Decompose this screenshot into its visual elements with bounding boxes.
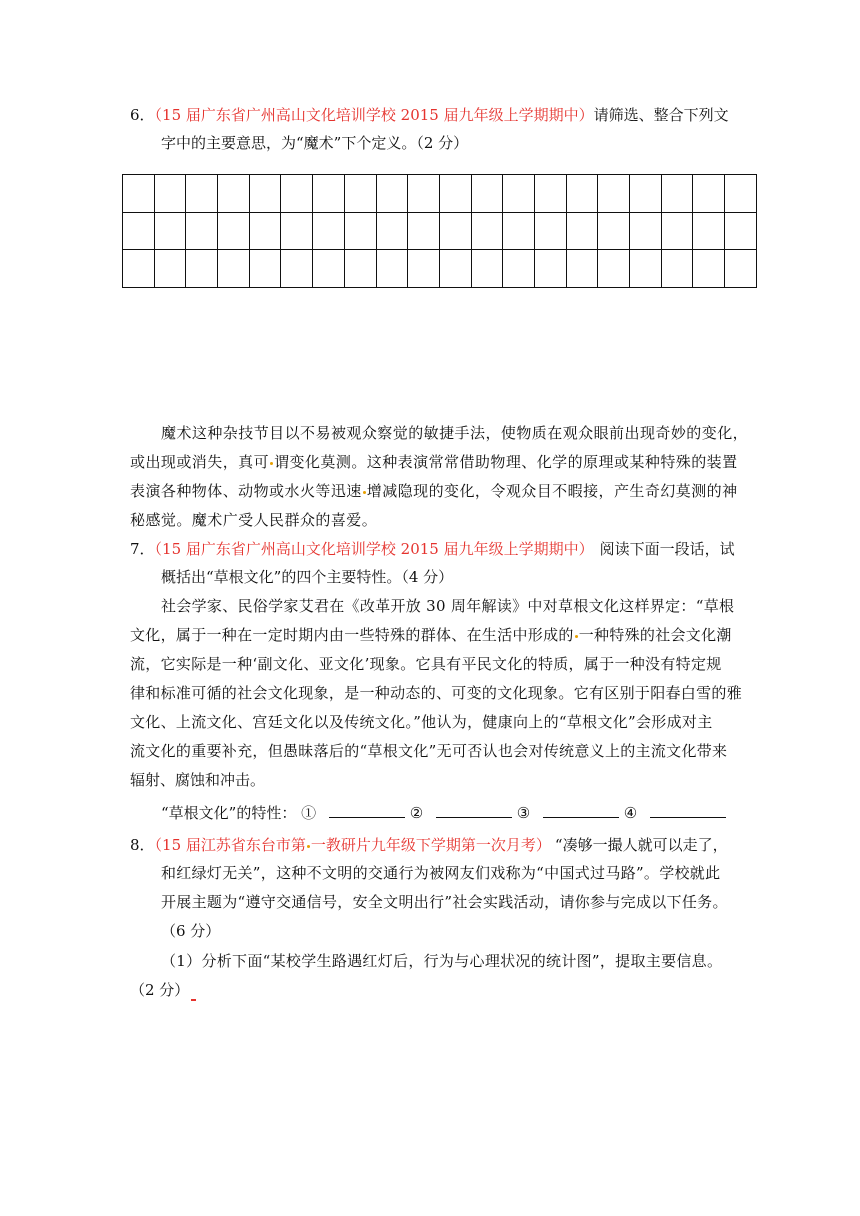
q7-passage-line-7: 辐射、腐蚀和冲击。: [130, 771, 266, 789]
q7-passage-line-3: 流，它实际是一种‘副文化、亚文化’现象。它具有平民文化的特质，属于一种没有特定规: [130, 655, 722, 673]
q8-text-1: “凑够一撮人就可以走了，: [554, 836, 728, 854]
q8-sub1-score-line: [130, 979, 196, 1001]
answer-blank-4[interactable]: [650, 803, 726, 818]
grid-cell[interactable]: [693, 250, 725, 288]
marker-3: ③: [516, 804, 531, 822]
q6-text-2: 字中的主要意思，为“魔术”下个定义。（2 分）: [161, 134, 469, 152]
q8-number: 8．: [130, 836, 155, 854]
q7-passage-line-2: 文化，属于一种在一定时期内由一些特殊的群体、在生活中形成的 一种特殊的社会文化潮: [130, 626, 732, 644]
grid-cell[interactable]: [344, 250, 376, 288]
q8-sub1-score: （2 分）: [130, 981, 190, 999]
grid-cell[interactable]: [598, 175, 630, 213]
q8-sub1: （1）分析下面“某校学生路遇红灯后，行为与心理状况的统计图”，提取主要信息。: [161, 952, 723, 970]
grid-cell[interactable]: [566, 212, 598, 250]
grid-cell[interactable]: [249, 175, 281, 213]
q7-passage-line-4: 律和标准可循的社会文化现象，是一种动态的、可变的文化现象。它有区别于阳春白雪的雅: [130, 684, 743, 702]
grid-cell[interactable]: [281, 250, 313, 288]
grid-cell[interactable]: [186, 250, 218, 288]
q7-text-2: 概括出“草根文化”的四个主要特性。（4 分）: [161, 568, 454, 586]
grid-cell[interactable]: [376, 175, 408, 213]
q8-source-b: 一教研片九年级下学期第一次月考）: [310, 836, 551, 854]
grid-cell[interactable]: [725, 212, 757, 250]
grid-cell[interactable]: [598, 250, 630, 288]
grid-cell[interactable]: [661, 175, 693, 213]
q6-text-1: 请筛选、整合下列文: [593, 106, 729, 124]
grid-cell[interactable]: [376, 250, 408, 288]
marker-2: ②: [409, 804, 424, 822]
grid-cell[interactable]: [123, 175, 155, 213]
q6-passage-line-3: 表演各种物体、动物或水火等迅速 增减隐现的变化，令观众目不暇接，产生奇幻莫测的神: [130, 482, 738, 500]
grid-cell[interactable]: [503, 250, 535, 288]
grid-cell[interactable]: [630, 175, 662, 213]
grid-cell[interactable]: [218, 250, 250, 288]
grid-cell[interactable]: [471, 250, 503, 288]
grid-cell[interactable]: [661, 212, 693, 250]
edit-mark: [270, 462, 273, 465]
q8-line-3: （6 分）: [161, 922, 221, 940]
grid-cell[interactable]: [534, 175, 566, 213]
edit-mark: [575, 635, 578, 638]
grid-cell[interactable]: [186, 175, 218, 213]
grid-cell[interactable]: [154, 175, 186, 213]
grid-cell[interactable]: [566, 250, 598, 288]
grid-cell[interactable]: [693, 212, 725, 250]
q6-passage-line-1: 魔术这种杂技节目以不易被观众察觉的敏捷手法，使物质在观众眼前出现奇妙的变化，: [161, 424, 749, 442]
q7-passage-line-5: 文化、上流文化、宫廷文化以及传统文化。”他认为，健康向上的“草根文化”会形成对主: [130, 713, 713, 731]
grid-cell[interactable]: [534, 250, 566, 288]
grid-cell[interactable]: [376, 212, 408, 250]
answer-blank-2[interactable]: [436, 803, 512, 818]
grid-row: [123, 250, 757, 288]
answer-blank-3[interactable]: [543, 803, 619, 818]
edit-mark: [307, 845, 310, 848]
q7-answer-label: “草根文化”的特性：: [161, 804, 297, 822]
q7-text-1: 阅读下面一段话，试: [599, 540, 735, 558]
q7-passage-line-6: 流文化的重要补充，但愚昧落后的“草根文化”无可否认也会对传统意义上的主流文化带来: [130, 742, 728, 760]
grid-cell[interactable]: [471, 175, 503, 213]
grid-cell[interactable]: [503, 175, 535, 213]
grid-cell[interactable]: [123, 212, 155, 250]
grid-cell[interactable]: [313, 212, 345, 250]
grid-cell[interactable]: [439, 250, 471, 288]
grid-cell[interactable]: [534, 212, 566, 250]
grid-cell[interactable]: [630, 250, 662, 288]
marker-4: ④: [623, 804, 638, 822]
grid-row: [123, 212, 757, 250]
edit-mark: [363, 491, 366, 494]
edit-mark: [191, 999, 196, 1001]
grid-cell[interactable]: [598, 212, 630, 250]
grid-cell[interactable]: [630, 212, 662, 250]
grid-cell[interactable]: [218, 212, 250, 250]
grid-cell[interactable]: [154, 250, 186, 288]
grid-cell[interactable]: [661, 250, 693, 288]
answer-grid[interactable]: [122, 174, 757, 288]
grid-cell[interactable]: [249, 250, 281, 288]
grid-cell[interactable]: [313, 175, 345, 213]
q6-source: （15 届广东省广州高山文化培训学校 2015 届九年级上学期期中）: [154, 106, 594, 124]
grid-cell[interactable]: [503, 212, 535, 250]
grid-cell[interactable]: [344, 212, 376, 250]
grid-cell[interactable]: [725, 250, 757, 288]
grid-cell[interactable]: [249, 212, 281, 250]
grid-cell[interactable]: [218, 175, 250, 213]
q7-source: （15 届广东省广州高山文化培训学校 2015 届九年级上学期期中）: [154, 540, 594, 558]
grid-cell[interactable]: [344, 175, 376, 213]
grid-cell[interactable]: [408, 212, 440, 250]
grid-cell[interactable]: [281, 175, 313, 213]
grid-cell[interactable]: [281, 212, 313, 250]
q8-source-a: （15 届江苏省东台市第: [154, 836, 306, 854]
marker-1: ①: [301, 804, 317, 822]
grid-cell[interactable]: [408, 175, 440, 213]
q6-passage-line-2: 或出现或消失，真可 谓变化莫测。这种表演常常借助物理、化学的原理或某种特殊的装置: [130, 453, 738, 471]
q6-number: 6．: [130, 106, 155, 124]
grid-cell[interactable]: [154, 212, 186, 250]
q6-passage-line-4: 秘感觉。魔术广受人民群众的喜爱。: [130, 511, 378, 529]
grid-cell[interactable]: [566, 175, 598, 213]
grid-row: [123, 175, 757, 213]
grid-cell[interactable]: [471, 212, 503, 250]
q7-number: 7．: [130, 540, 155, 558]
q8-line-2: 开展主题为“遵守交通信号，安全文明出行”社会实践活动，请你参与完成以下任务。: [161, 893, 728, 911]
q7-header: [130, 538, 735, 560]
q6-header: [130, 104, 729, 126]
q7-passage-line-1: 社会学家、民俗学家艾君在《改革开放 30 周年解读》中对草根文化这样界定：“草根: [161, 597, 735, 615]
grid-cell[interactable]: [313, 250, 345, 288]
grid-cell[interactable]: [186, 212, 218, 250]
q7-answer-line: [161, 802, 726, 824]
grid-cell[interactable]: [693, 175, 725, 213]
answer-blank-1[interactable]: [329, 803, 405, 818]
grid-cell[interactable]: [725, 175, 757, 213]
q8-line-1: 和红绿灯无关”，这种不文明的交通行为被网友们戏称为“中国式过马路”。学校就此: [161, 864, 721, 882]
grid-cell[interactable]: [439, 175, 471, 213]
q8-header: [130, 834, 728, 856]
grid-cell[interactable]: [439, 212, 471, 250]
grid-cell[interactable]: [123, 250, 155, 288]
grid-cell[interactable]: [408, 250, 440, 288]
